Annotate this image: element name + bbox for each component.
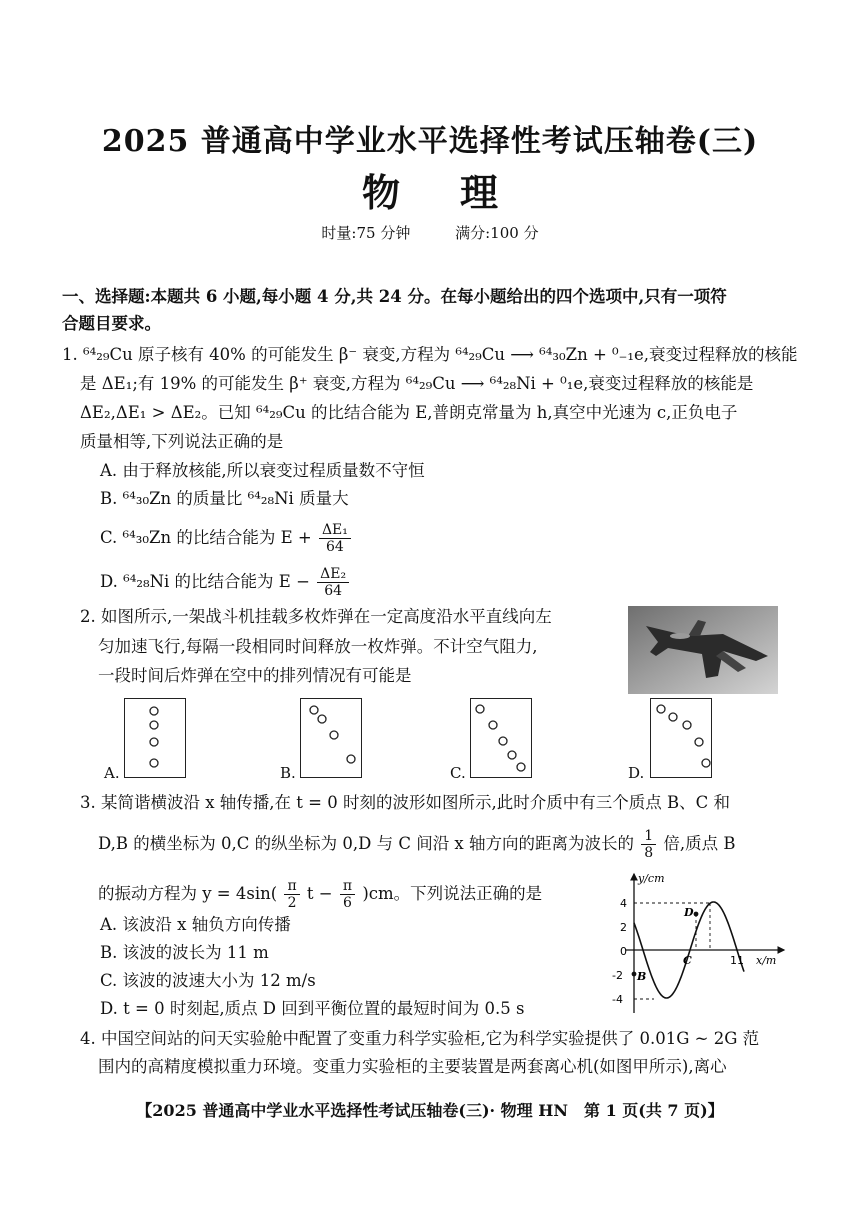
q2-option-a-diagram xyxy=(124,698,186,778)
q2-line1: 2. 如图所示,一架战斗机挂载多枚炸弹在一定高度沿水平直线向左 xyxy=(80,607,552,626)
q2-line2: 匀加速飞行,每隔一段相同时间释放一枚炸弹。不计空气阻力, xyxy=(98,637,538,656)
q3-line3-mid: t − xyxy=(306,884,333,903)
subject-title: 物理 xyxy=(361,170,558,215)
fraction-numerator: ΔE₂ xyxy=(317,566,349,583)
q2-line3: 一段时间后炸弹在空中的排列情况有可能是 xyxy=(98,666,412,685)
q2-option-c-diagram xyxy=(470,698,532,778)
fraction-denominator: 64 xyxy=(326,539,344,555)
fraction-numerator: π xyxy=(284,878,299,895)
q1-option-d xyxy=(100,566,351,599)
q1-option-a: A. 由于释放核能,所以衰变过程质量数不守恒 xyxy=(100,461,425,480)
fraction-numerator: π xyxy=(340,878,355,895)
exam-meta xyxy=(0,222,860,243)
fraction-denominator: 6 xyxy=(343,895,352,911)
q1-option-d-text: D. ⁶⁴₂₈Ni 的比结合能为 E − xyxy=(100,572,310,591)
label-b: B xyxy=(637,970,647,983)
page-footer: 【2025 普通高中学业水平选择性考试压轴卷(三)· 物理 HN 第 1 页(共 7 页)】 xyxy=(136,1101,724,1120)
q2-option-b-diagram xyxy=(300,698,362,778)
q3-option-a: A. 该波沿 x 轴负方向传播 xyxy=(100,915,291,934)
fraction-denominator: 2 xyxy=(287,895,297,911)
q3-option-c: C. 该波的波速大小为 12 m/s xyxy=(100,971,316,990)
fraction-denominator: 64 xyxy=(324,583,343,599)
y-tick-neg4: -4 xyxy=(612,993,623,1006)
q3-line2 xyxy=(98,828,736,861)
q1-option-d-fraction xyxy=(317,566,349,599)
y-tick-neg2: -2 xyxy=(612,969,623,982)
q3-line3-text-end: )cm。下列说法正确的是 xyxy=(362,884,543,903)
q1-option-c-fraction xyxy=(319,522,351,555)
q3-option-d: D. t = 0 时刻起,质点 D 回到平衡位置的最短时间为 0.5 s xyxy=(100,999,525,1018)
exam-score: 满分:100 分 xyxy=(455,224,539,242)
q1-line1: 1. ⁶⁴₂₉Cu 原子核有 40% 的可能发生 β⁻ 衰变,方程为 ⁶⁴₂₉Cu ⟶ ⁶⁴₃₀Zn + ⁰₋₁e,衰变过程释放的核能 xyxy=(62,345,798,364)
q3-line3-fraction1 xyxy=(284,878,299,911)
fraction-denominator: 8 xyxy=(644,845,654,861)
q3-line3-text: 的振动方程为 y = 4sin( xyxy=(98,884,278,903)
section-heading-line1: 一、选择题:本题共 6 小题,每小题 4 分,共 24 分。在每小题给出的四个选项中,只有一项符 xyxy=(62,287,727,306)
point-d xyxy=(694,912,699,917)
q1-line4: 质量相等,下列说法正确的是 xyxy=(80,432,284,451)
q3-line3-fraction2 xyxy=(340,878,355,911)
y-tick-0: 0 xyxy=(620,945,627,958)
section-heading-line2: 合题目要求。 xyxy=(62,314,161,333)
q2-label-d: D. xyxy=(628,764,645,782)
q3-line2-text: D,B 的横坐标为 0,C 的纵坐标为 0,D 与 C 间沿 x 轴方向的距离为波长的 xyxy=(98,834,634,853)
q3-line3 xyxy=(98,878,542,911)
q3-line2-text-end: 倍,质点 B xyxy=(663,834,736,853)
y-tick-2: 2 xyxy=(620,921,627,934)
q4-line2: 围内的高精度模拟重力环境。变重力实验柜的主要装置是两套离心机(如图甲所示),离心 xyxy=(98,1057,727,1076)
q2-label-a: A. xyxy=(104,764,120,782)
q1-line2: 是 ΔE₁;有 19% 的可能发生 β⁺ 衰变,方程为 ⁶⁴₂₉Cu ⟶ ⁶⁴₂₈Ni + ⁰₁e,衰变过程释放的核能是 xyxy=(80,374,754,393)
q2-option-d-diagram xyxy=(650,698,712,778)
exam-title: 2025 普通高中学业水平选择性考试压轴卷(三) xyxy=(101,124,759,159)
q3-line1: 3. 某简谐横波沿 x 轴传播,在 t = 0 时刻的波形如图所示,此时介质中有三个质点 B、C 和 xyxy=(80,793,730,812)
q2-label-c: C. xyxy=(450,764,466,782)
fighter-jet-photo xyxy=(628,606,778,694)
q3-option-b: B. 该波的波长为 11 m xyxy=(100,943,269,962)
point-b xyxy=(632,972,637,977)
q1-line3: ΔE₂,ΔE₁ > ΔE₂。已知 ⁶⁴₂₉Cu 的比结合能为 E,普朗克常量为 h,真空中光速为 c,正负电子 xyxy=(80,403,738,422)
fraction-numerator: ΔE₁ xyxy=(319,522,351,539)
q4-line1: 4. 中国空间站的问天实验舱中配置了变重力科学实验柜,它为科学实验提供了 0.01G ~ 2G 范 xyxy=(80,1029,760,1048)
q1-option-c-text: C. ⁶⁴₃₀Zn 的比结合能为 E + xyxy=(100,528,312,547)
y-tick-4: 4 xyxy=(620,897,627,910)
wave-graph xyxy=(610,868,790,1018)
q3-line2-fraction xyxy=(641,828,656,861)
x-tick-11: 11 xyxy=(730,954,744,967)
x-axis-label: x/m xyxy=(756,954,777,967)
q1-option-b: B. ⁶⁴₃₀Zn 的质量比 ⁶⁴₂₈Ni 质量大 xyxy=(100,489,349,508)
y-axis-label: y/cm xyxy=(638,872,665,885)
exam-time: 时量:75 分钟 xyxy=(321,224,411,242)
q1-option-c xyxy=(100,522,353,555)
label-c: C xyxy=(683,954,692,967)
q2-label-b: B. xyxy=(280,764,296,782)
fraction-numerator: 1 xyxy=(641,828,656,845)
label-d: D xyxy=(684,906,694,919)
